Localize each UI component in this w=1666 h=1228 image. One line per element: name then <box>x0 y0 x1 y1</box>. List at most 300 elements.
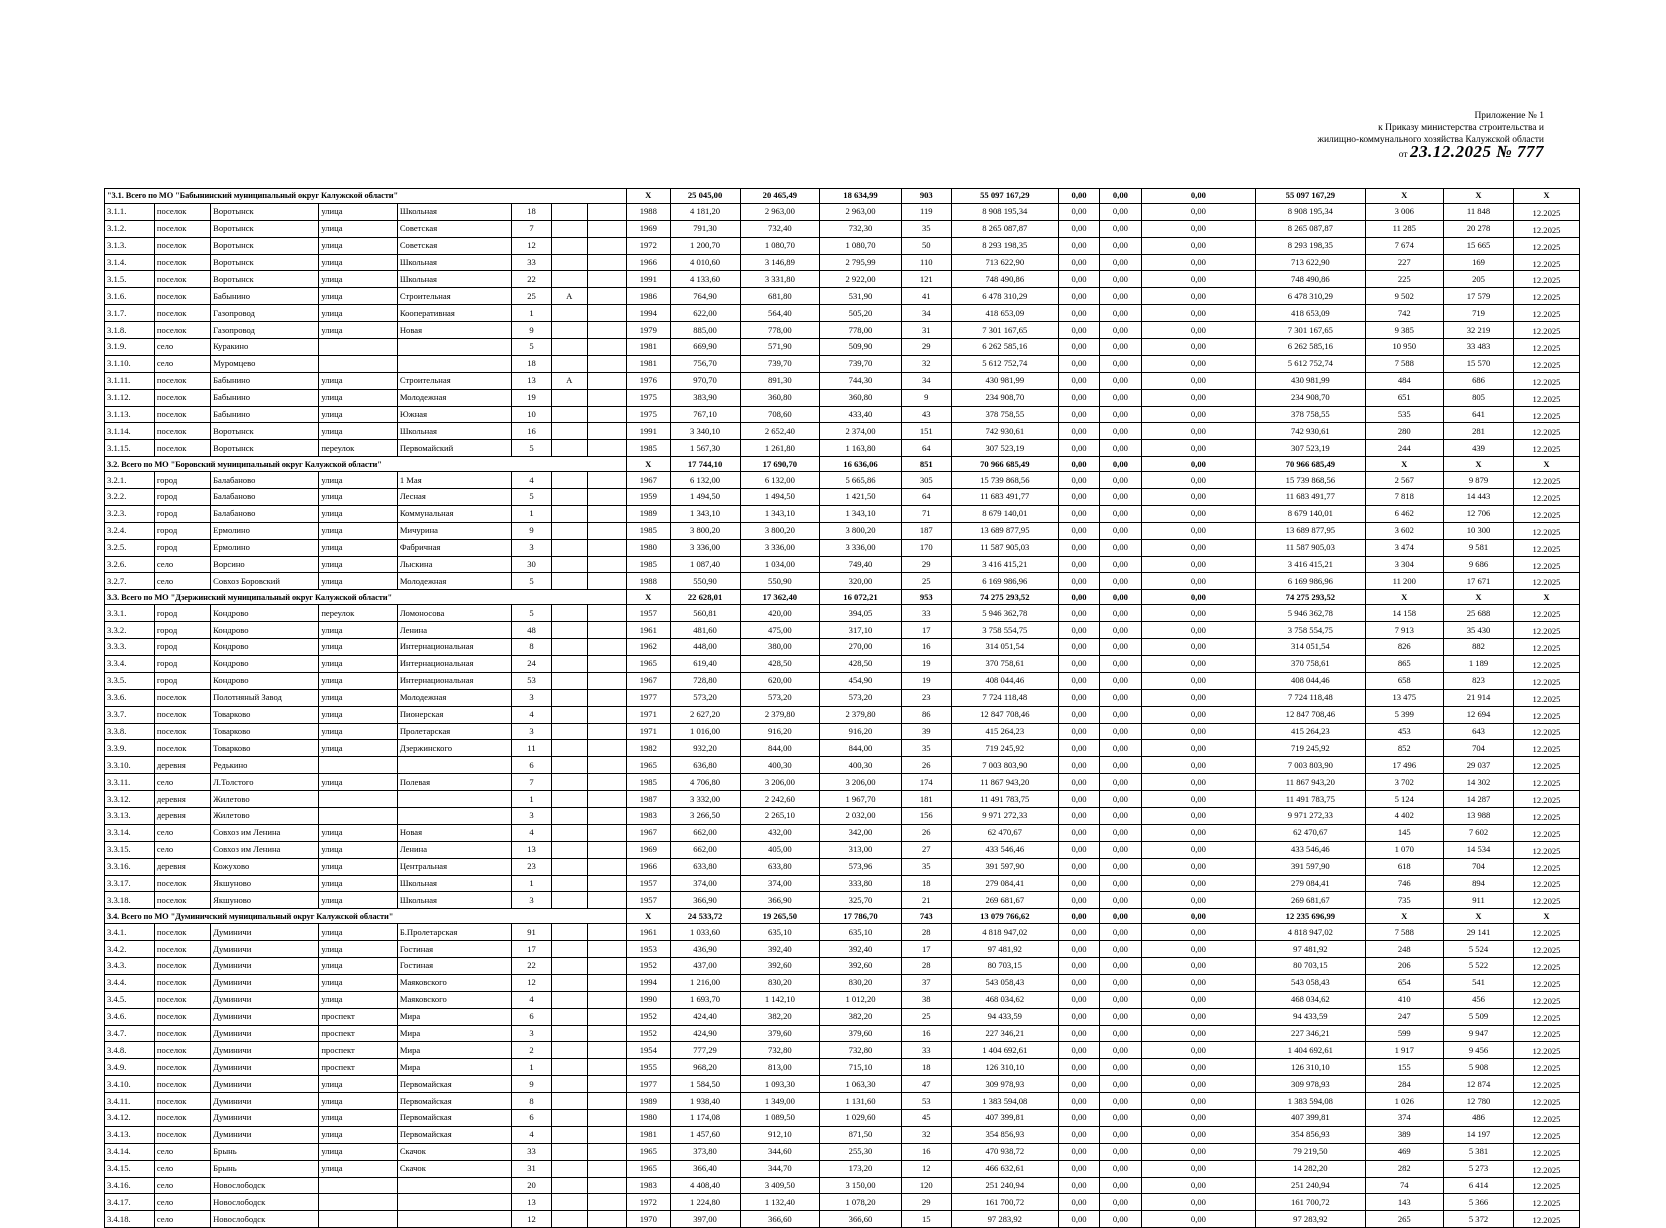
table-cell: село <box>154 1211 210 1228</box>
table-cell: Думиничи <box>211 1025 319 1042</box>
table-cell: 916,20 <box>740 723 820 740</box>
table-cell: 481,60 <box>670 622 740 639</box>
table-cell: Молодежная <box>397 389 512 406</box>
table-cell: улица <box>319 957 398 974</box>
table-cell: 12.2025 <box>1514 892 1580 909</box>
table-cell: 31 <box>512 1160 551 1177</box>
table-cell: 342,00 <box>820 824 902 841</box>
table-cell: 12.2025 <box>1514 1059 1580 1076</box>
table-cell: 4 818 947,02 <box>1256 924 1365 941</box>
table-cell: 3 <box>512 807 551 824</box>
table-cell: 307 523,19 <box>951 440 1058 457</box>
table-cell: 0,00 <box>1100 472 1141 489</box>
table-row <box>105 355 1580 372</box>
table-cell: улица <box>319 824 398 841</box>
table-cell: 378 758,55 <box>1256 406 1365 423</box>
order-date-number <box>1317 142 1544 161</box>
table-cell <box>587 489 626 506</box>
table-cell: 0,00 <box>1141 622 1256 639</box>
table-cell: 719 <box>1444 305 1514 322</box>
table-cell: 12.2025 <box>1514 1093 1580 1110</box>
table-cell: 24 <box>512 655 551 672</box>
table-cell: Дзержинского <box>397 740 512 757</box>
table-cell: Думиничи <box>211 1126 319 1143</box>
table-cell: 1952 <box>627 1025 671 1042</box>
table-cell: 12.2025 <box>1514 740 1580 757</box>
table-cell: поселок <box>154 1059 210 1076</box>
table-cell: 12.2025 <box>1514 389 1580 406</box>
table-cell: 0,00 <box>1100 203 1141 220</box>
table-cell: 3.3.11. <box>105 774 155 791</box>
table-cell: 12.2025 <box>1514 655 1580 672</box>
table-cell: 436,90 <box>670 941 740 958</box>
table-cell: 11 587 905,03 <box>1256 539 1365 556</box>
table-cell: 8 265 087,87 <box>1256 220 1365 237</box>
table-cell: город <box>154 489 210 506</box>
table-cell: 325,70 <box>820 892 902 909</box>
table-cell: 4 <box>512 824 551 841</box>
table-cell: улица <box>319 706 398 723</box>
table-cell: 1983 <box>627 1177 671 1194</box>
table-cell: Первомайская <box>397 1093 512 1110</box>
table-row <box>105 1194 1580 1211</box>
table-cell: 686 <box>1444 372 1514 389</box>
table-cell <box>587 622 626 639</box>
table-cell: Товарково <box>211 723 319 740</box>
table-cell: поселок <box>154 288 210 305</box>
table-cell: Пионерская <box>397 706 512 723</box>
section-total-cell: 0,00 <box>1100 189 1141 204</box>
table-cell: 433 546,46 <box>1256 841 1365 858</box>
section-total-cell: X <box>1514 457 1580 472</box>
section-total-cell: X <box>1365 189 1444 204</box>
table-cell: 0,00 <box>1141 489 1256 506</box>
table-cell: улица <box>319 1160 398 1177</box>
table-cell: 174 <box>901 774 951 791</box>
table-cell: 3.3.2. <box>105 622 155 639</box>
table-cell: 9 456 <box>1444 1042 1514 1059</box>
table-cell: 11 587 905,03 <box>951 539 1058 556</box>
table-cell: 543 058,43 <box>951 974 1058 991</box>
table-cell: улица <box>319 322 398 339</box>
table-cell: 1 343,10 <box>740 505 820 522</box>
table-cell: 0,00 <box>1058 203 1099 220</box>
table-cell: 3 206,00 <box>740 774 820 791</box>
table-cell: 1982 <box>627 740 671 757</box>
table-cell: 17 496 <box>1365 757 1444 774</box>
table-row <box>105 203 1580 220</box>
table-cell <box>587 389 626 406</box>
table-cell: село <box>154 841 210 858</box>
table-cell: 1 016,00 <box>670 723 740 740</box>
table-cell: 531,90 <box>820 288 902 305</box>
table-cell <box>551 892 587 909</box>
table-cell <box>587 472 626 489</box>
table-cell <box>397 339 512 356</box>
table-cell <box>587 1126 626 1143</box>
table-cell: 1966 <box>627 858 671 875</box>
table-cell: 1985 <box>627 522 671 539</box>
table-cell: 265 <box>1365 1211 1444 1228</box>
table-row <box>105 655 1580 672</box>
table-cell <box>587 791 626 808</box>
table-cell: 1980 <box>627 539 671 556</box>
table-cell <box>587 573 626 590</box>
table-cell <box>397 757 512 774</box>
table-cell: 0,00 <box>1100 271 1141 288</box>
table-cell <box>319 757 398 774</box>
table-cell: 2 567 <box>1365 472 1444 489</box>
table-cell: 1 404 692,61 <box>1256 1042 1365 1059</box>
table-cell: деревня <box>154 858 210 875</box>
table-cell: Ломоносова <box>397 605 512 622</box>
table-cell: 1979 <box>627 322 671 339</box>
table-row <box>105 941 1580 958</box>
table-cell: 1975 <box>627 406 671 423</box>
table-cell: 0,00 <box>1141 639 1256 656</box>
section-total-cell: 55 097 167,29 <box>1256 189 1365 204</box>
table-cell: Жилетово <box>211 791 319 808</box>
table-cell: 7 724 118,48 <box>1256 689 1365 706</box>
table-cell: Фабричная <box>397 539 512 556</box>
table-cell: 622,00 <box>670 305 740 322</box>
table-cell <box>587 372 626 389</box>
table-cell: 305 <box>901 472 951 489</box>
section-total-cell: X <box>1365 457 1444 472</box>
table-cell: 79 219,50 <box>1256 1143 1365 1160</box>
table-cell <box>587 355 626 372</box>
table-cell: Новая <box>397 322 512 339</box>
table-cell: Думиничи <box>211 941 319 958</box>
table-cell: 13 <box>512 1194 551 1211</box>
table-cell: 3 <box>512 723 551 740</box>
table-cell: 71 <box>901 505 951 522</box>
table-cell: 7 003 803,90 <box>951 757 1058 774</box>
table-cell <box>587 220 626 237</box>
table-cell: 0,00 <box>1141 941 1256 958</box>
table-cell: 0,00 <box>1141 791 1256 808</box>
table-cell: 10 300 <box>1444 522 1514 539</box>
table-cell: Кондрово <box>211 639 319 656</box>
table-cell: 3.1.10. <box>105 355 155 372</box>
table-cell: 234 908,70 <box>1256 389 1365 406</box>
table-cell <box>587 689 626 706</box>
table-cell: 3 146,89 <box>740 254 820 271</box>
table-cell: Ермолино <box>211 539 319 556</box>
table-cell: улица <box>319 423 398 440</box>
table-row <box>105 689 1580 706</box>
table-cell <box>587 1042 626 1059</box>
table-cell: 1 343,10 <box>670 505 740 522</box>
table-cell: 389 <box>1365 1126 1444 1143</box>
table-cell <box>587 875 626 892</box>
table-cell: 3.2.4. <box>105 522 155 539</box>
table-cell: 3 206,00 <box>820 774 902 791</box>
table-cell <box>587 957 626 974</box>
table-cell: Кондрово <box>211 605 319 622</box>
table-cell: 742 930,61 <box>1256 423 1365 440</box>
table-cell: 9 947 <box>1444 1025 1514 1042</box>
table-row <box>105 288 1580 305</box>
table-cell: улица <box>319 505 398 522</box>
table-cell: 9 879 <box>1444 472 1514 489</box>
section-total-cell: 70 966 685,49 <box>1256 457 1365 472</box>
table-cell: 1 063,30 <box>820 1076 902 1093</box>
table-cell: поселок <box>154 203 210 220</box>
table-row <box>105 757 1580 774</box>
table-cell: проспект <box>319 1059 398 1076</box>
table-cell: 0,00 <box>1141 1126 1256 1143</box>
table-cell: 366,60 <box>820 1211 902 1228</box>
table-cell: 0,00 <box>1058 858 1099 875</box>
table-cell: 0,00 <box>1100 1177 1141 1194</box>
table-cell: 11 491 783,75 <box>951 791 1058 808</box>
table-cell: 0,00 <box>1141 423 1256 440</box>
table-cell: 1961 <box>627 622 671 639</box>
table-cell: улица <box>319 622 398 639</box>
table-cell <box>551 991 587 1008</box>
table-cell: 7 588 <box>1365 924 1444 941</box>
table-cell: Скачок <box>397 1143 512 1160</box>
table-cell: 1953 <box>627 941 671 958</box>
section-title: 3.2. Всего по МО "Боровский муниципальный округ Калужской области" <box>105 457 627 472</box>
table-cell: 5 <box>512 339 551 356</box>
table-cell: 3 <box>512 689 551 706</box>
table-cell: 374 <box>1365 1109 1444 1126</box>
table-cell: улица <box>319 858 398 875</box>
table-cell <box>587 858 626 875</box>
table-cell <box>551 1059 587 1076</box>
table-cell: 3 800,20 <box>740 522 820 539</box>
table-cell: 0,00 <box>1141 1025 1256 1042</box>
table-cell: 3.3.10. <box>105 757 155 774</box>
table-cell: 12.2025 <box>1514 288 1580 305</box>
table-cell: 12.2025 <box>1514 1194 1580 1211</box>
table-cell <box>551 220 587 237</box>
table-cell: 35 <box>901 220 951 237</box>
table-cell: 0,00 <box>1100 1042 1141 1059</box>
table-cell: Молодежная <box>397 573 512 590</box>
table-cell: Газопровод <box>211 305 319 322</box>
table-cell: 48 <box>512 622 551 639</box>
table-cell: 12.2025 <box>1514 1109 1580 1126</box>
table-cell: 62 470,67 <box>1256 824 1365 841</box>
table-cell: 126 310,10 <box>951 1059 1058 1076</box>
table-cell: 0,00 <box>1141 1076 1256 1093</box>
table-cell <box>587 1008 626 1025</box>
table-cell: 80 703,15 <box>951 957 1058 974</box>
table-cell <box>551 924 587 941</box>
table-cell: 0,00 <box>1058 875 1099 892</box>
table-cell: 0,00 <box>1100 522 1141 539</box>
table-cell: 1 <box>512 791 551 808</box>
table-cell: 392,40 <box>740 941 820 958</box>
table-cell: 1987 <box>627 791 671 808</box>
section-total-cell: X <box>627 189 671 204</box>
table-cell: Строительная <box>397 372 512 389</box>
table-cell: 12.2025 <box>1514 991 1580 1008</box>
table-cell: 25 <box>512 288 551 305</box>
table-cell <box>587 1025 626 1042</box>
table-cell: 12.2025 <box>1514 672 1580 689</box>
table-cell: 468 034,62 <box>951 991 1058 1008</box>
table-cell: 0,00 <box>1100 841 1141 858</box>
table-cell: 0,00 <box>1141 875 1256 892</box>
table-cell: 33 <box>901 605 951 622</box>
table-cell: 53 <box>512 672 551 689</box>
table-cell: 227 346,21 <box>1256 1025 1365 1042</box>
table-cell: 234 908,70 <box>951 389 1058 406</box>
table-cell <box>587 254 626 271</box>
table-cell: 8 908 195,34 <box>951 203 1058 220</box>
table-cell: 0,00 <box>1100 389 1141 406</box>
table-cell: 0,00 <box>1141 924 1256 941</box>
table-row <box>105 1025 1580 1042</box>
table-cell <box>587 757 626 774</box>
table-cell: Школьная <box>397 254 512 271</box>
table-cell: 33 <box>901 1042 951 1059</box>
table-cell: 0,00 <box>1100 1126 1141 1143</box>
table-cell: 360,80 <box>820 389 902 406</box>
table-cell <box>587 305 626 322</box>
table-cell: 433 546,46 <box>951 841 1058 858</box>
table-cell: 9 502 <box>1365 288 1444 305</box>
table-row <box>105 539 1580 556</box>
table-cell: 635,10 <box>740 924 820 941</box>
table-cell: 2 032,00 <box>820 807 902 824</box>
table-cell: улица <box>319 237 398 254</box>
table-cell: 6 262 585,16 <box>1256 339 1365 356</box>
table-cell: 1971 <box>627 723 671 740</box>
table-cell: 0,00 <box>1100 655 1141 672</box>
section-total-cell: X <box>627 909 671 924</box>
section-total-cell: 16 636,06 <box>820 457 902 472</box>
table-cell: 0,00 <box>1058 991 1099 1008</box>
table-row <box>105 423 1580 440</box>
table-cell: 97 481,92 <box>951 941 1058 958</box>
table-row <box>105 1008 1580 1025</box>
table-cell: 29 <box>901 1194 951 1211</box>
table-cell: 1 584,50 <box>670 1076 740 1093</box>
table-cell: 1 567,30 <box>670 440 740 457</box>
table-cell: село <box>154 824 210 841</box>
section-total-cell: 0,00 <box>1100 909 1141 924</box>
table-cell: 12.2025 <box>1514 237 1580 254</box>
table-row <box>105 522 1580 539</box>
table-cell: 5 612 752,74 <box>951 355 1058 372</box>
table-cell: 12.2025 <box>1514 423 1580 440</box>
table-cell: 12.2025 <box>1514 322 1580 339</box>
table-cell: 3 800,20 <box>820 522 902 539</box>
table-cell: 1988 <box>627 573 671 590</box>
table-cell: 643 <box>1444 723 1514 740</box>
table-cell: 1 343,10 <box>820 505 902 522</box>
section-total-cell: X <box>1365 909 1444 924</box>
table-row <box>105 254 1580 271</box>
table-cell: 2 795,99 <box>820 254 902 271</box>
table-cell: 12 874 <box>1444 1076 1514 1093</box>
table-cell <box>319 355 398 372</box>
table-cell: поселок <box>154 1126 210 1143</box>
table-cell: 15 739 868,56 <box>1256 472 1365 489</box>
table-cell <box>551 740 587 757</box>
appendix-label: Приложение № 1 <box>1474 111 1544 121</box>
table-cell: 715,10 <box>820 1059 902 1076</box>
section-total-cell: 13 079 766,62 <box>951 909 1058 924</box>
table-cell: 1972 <box>627 1194 671 1211</box>
table-cell: 573,20 <box>820 689 902 706</box>
section-total-cell: 0,00 <box>1100 457 1141 472</box>
table-cell: 0,00 <box>1100 1160 1141 1177</box>
table-cell: 9 686 <box>1444 556 1514 573</box>
table-cell: 5 <box>512 489 551 506</box>
table-cell: 227 <box>1365 254 1444 271</box>
table-cell: 0,00 <box>1141 271 1256 288</box>
table-cell: улица <box>319 489 398 506</box>
table-cell: 505,20 <box>820 305 902 322</box>
table-cell: 0,00 <box>1058 1109 1099 1126</box>
table-cell: 466 632,61 <box>951 1160 1058 1177</box>
table-cell: 1 693,70 <box>670 991 740 1008</box>
section-total-cell: X <box>1444 909 1514 924</box>
table-cell: 475,00 <box>740 622 820 639</box>
table-cell: 20 278 <box>1444 220 1514 237</box>
table-cell: 0,00 <box>1141 220 1256 237</box>
table-cell: село <box>154 1177 210 1194</box>
table-cell: 0,00 <box>1058 672 1099 689</box>
table-cell <box>551 875 587 892</box>
table-cell: 1957 <box>627 605 671 622</box>
table-cell: 0,00 <box>1058 974 1099 991</box>
table-cell: село <box>154 1194 210 1211</box>
table-cell: 432,00 <box>740 824 820 841</box>
table-cell: 6 478 310,29 <box>951 288 1058 305</box>
table-cell: 7 <box>512 220 551 237</box>
table-cell: 3 758 554,75 <box>1256 622 1365 639</box>
table-cell: 448,00 <box>670 639 740 656</box>
table-cell: 415 264,23 <box>1256 723 1365 740</box>
table-cell: город <box>154 522 210 539</box>
table-cell: 3.1.9. <box>105 339 155 356</box>
table-cell: 247 <box>1365 1008 1444 1025</box>
table-cell: 97 283,92 <box>1256 1211 1365 1228</box>
section-total-row <box>105 457 1580 472</box>
table-cell: Полотняный Завод <box>211 689 319 706</box>
table-cell: 32 <box>901 355 951 372</box>
table-cell <box>551 271 587 288</box>
table-body <box>105 189 1580 1228</box>
table-cell: 3 <box>512 892 551 909</box>
table-cell: 12 <box>512 1211 551 1228</box>
table-row <box>105 440 1580 457</box>
table-cell: 155 <box>1365 1059 1444 1076</box>
table-cell: 2 922,00 <box>820 271 902 288</box>
table-cell: 19 <box>901 672 951 689</box>
table-cell: 0,00 <box>1058 689 1099 706</box>
table-cell: 12.2025 <box>1514 271 1580 288</box>
table-cell: Школьная <box>397 423 512 440</box>
table-row <box>105 389 1580 406</box>
table-row <box>105 1211 1580 1228</box>
table-cell: Первомайская <box>397 1126 512 1143</box>
table-cell: Балабаново <box>211 472 319 489</box>
table-cell: 0,00 <box>1141 1211 1256 1228</box>
table-cell <box>587 322 626 339</box>
table-cell: 143 <box>1365 1194 1444 1211</box>
table-cell: 0,00 <box>1100 740 1141 757</box>
table-cell: 418 653,09 <box>951 305 1058 322</box>
table-cell: 3.1.2. <box>105 220 155 237</box>
